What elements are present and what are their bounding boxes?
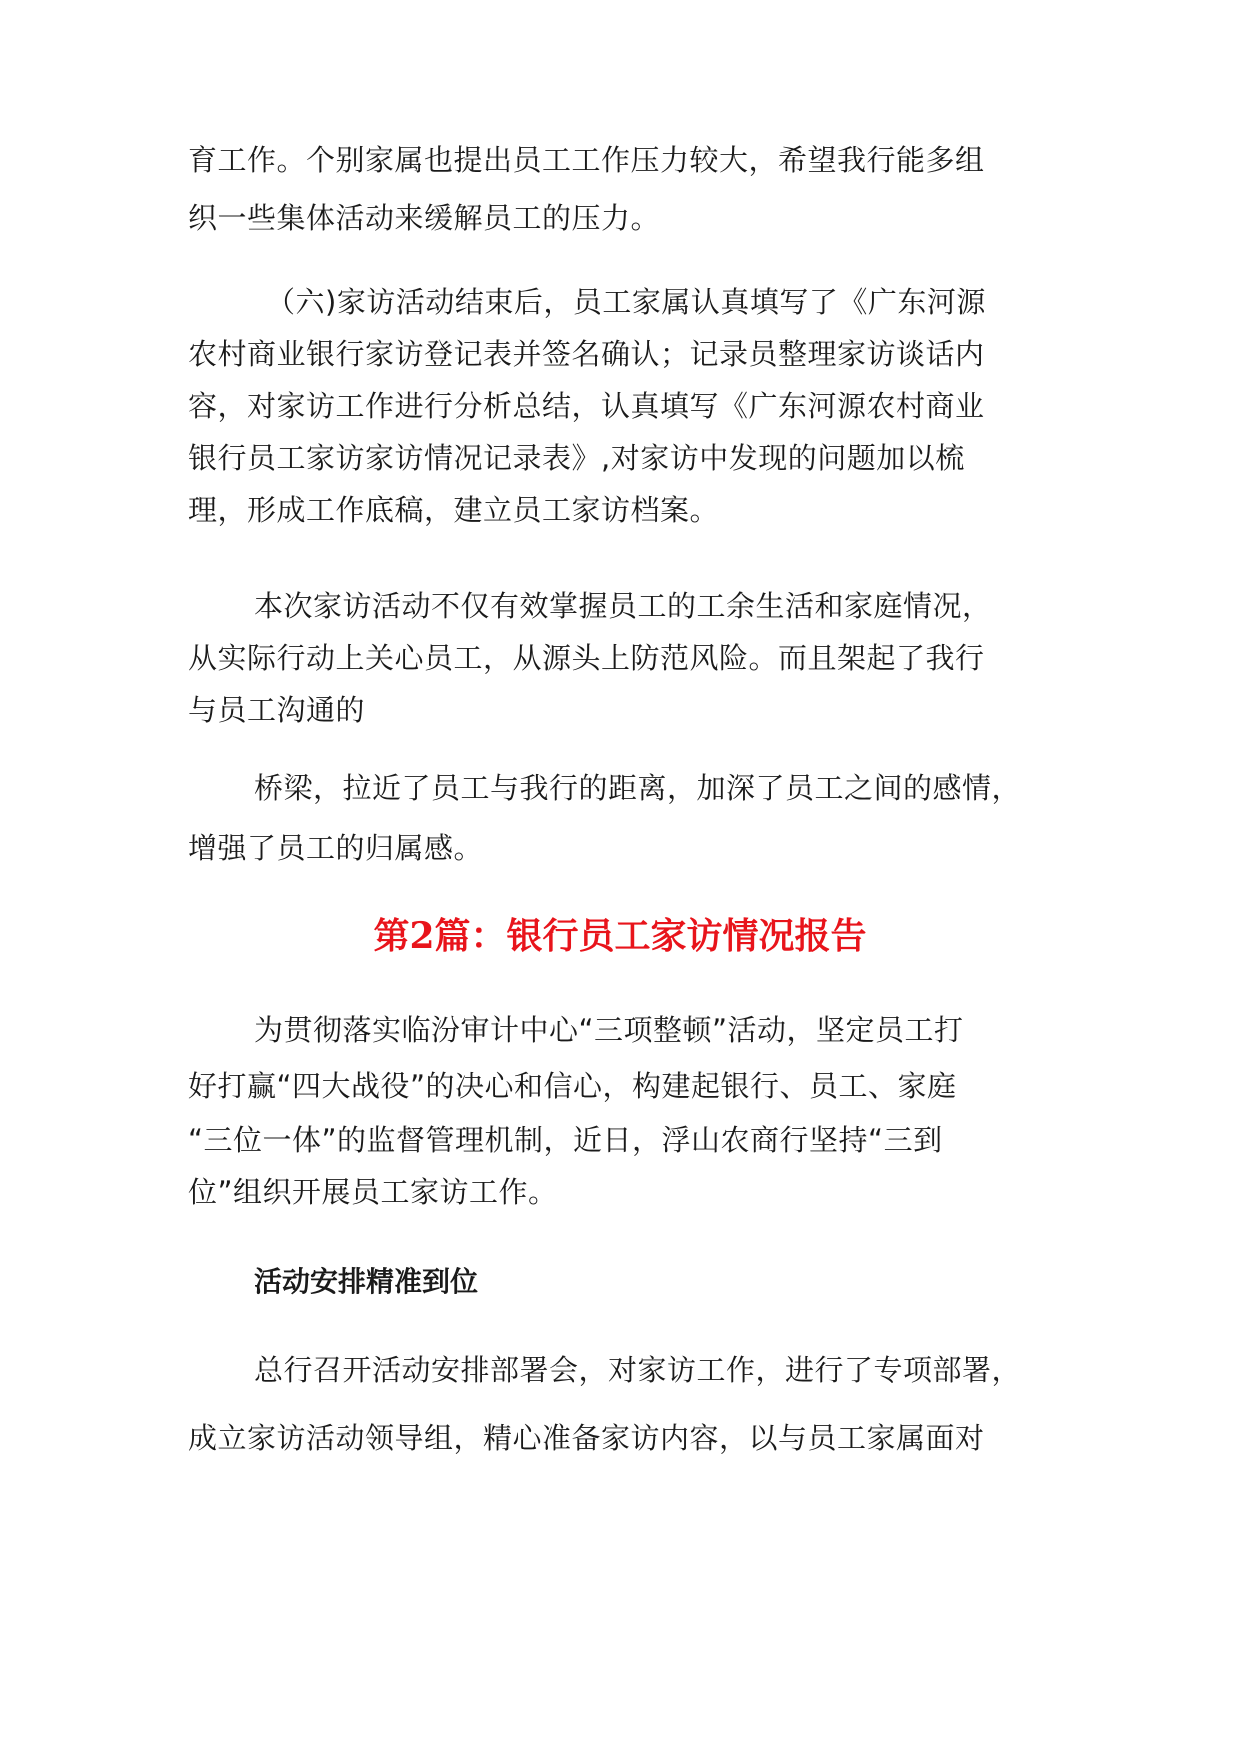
paragraph-line: “三位一体”的监督管理机制，近日，浮山农商行坚持“三到 (188, 1123, 943, 1157)
paragraph-line: 成立家访活动领导组，精心准备家访内容，以与员工家属面对 (188, 1421, 985, 1455)
paragraph-line: 增强了员工的归属感。 (188, 831, 484, 865)
paragraph-line: 与员工沟通的 (188, 693, 366, 727)
paragraph-line: 理，形成工作底稿，建立员工家访档案。 (188, 493, 720, 527)
paragraph-line: 总行召开活动安排部署会，对家访工作，进行了专项部署， (254, 1353, 1022, 1387)
paragraph-line: 本次家访活动不仅有效掌握员工的工余生活和家庭情况， (254, 589, 992, 623)
paragraph-line: 容，对家访工作进行分析总结，认真填写《广东河源农村商业 (188, 389, 985, 423)
paragraph-line: 从实际行动上关心员工，从源头上防范风险。而且架起了我行 (188, 641, 985, 675)
paragraph-line: 桥梁，拉近了员工与我行的距离，加深了员工之间的感情， (254, 771, 1022, 805)
paragraph-line: 织一些集体活动来缓解员工的压力。 (188, 201, 661, 235)
paragraph-line: 育工作。个别家属也提出员工工作压力较大，希望我行能多组 (188, 143, 985, 177)
paragraph-line: 位”组织开展员工家访工作。 (188, 1175, 558, 1209)
section-heading: 第2篇：银行员工家访情况报告 (373, 915, 867, 957)
paragraph-line: 农村商业银行家访登记表并签名确认；记录员整理家访谈话内 (188, 337, 985, 371)
subheading: 活动安排精准到位 (254, 1265, 479, 1298)
paragraph-line: 好打赢“四大战役”的决心和信心，构建起银行、员工、家庭 (188, 1069, 957, 1103)
paragraph-line: 银行员工家访家访情况记录表》,对家访中发现的问题加以梳 (188, 441, 965, 475)
paragraph-line: 为贯彻落实临汾审计中心“三项整顿”活动，坚定员工打 (254, 1013, 964, 1047)
paragraph-line: （六)家访活动结束后，员工家属认真填写了《广东河源 (266, 285, 986, 319)
